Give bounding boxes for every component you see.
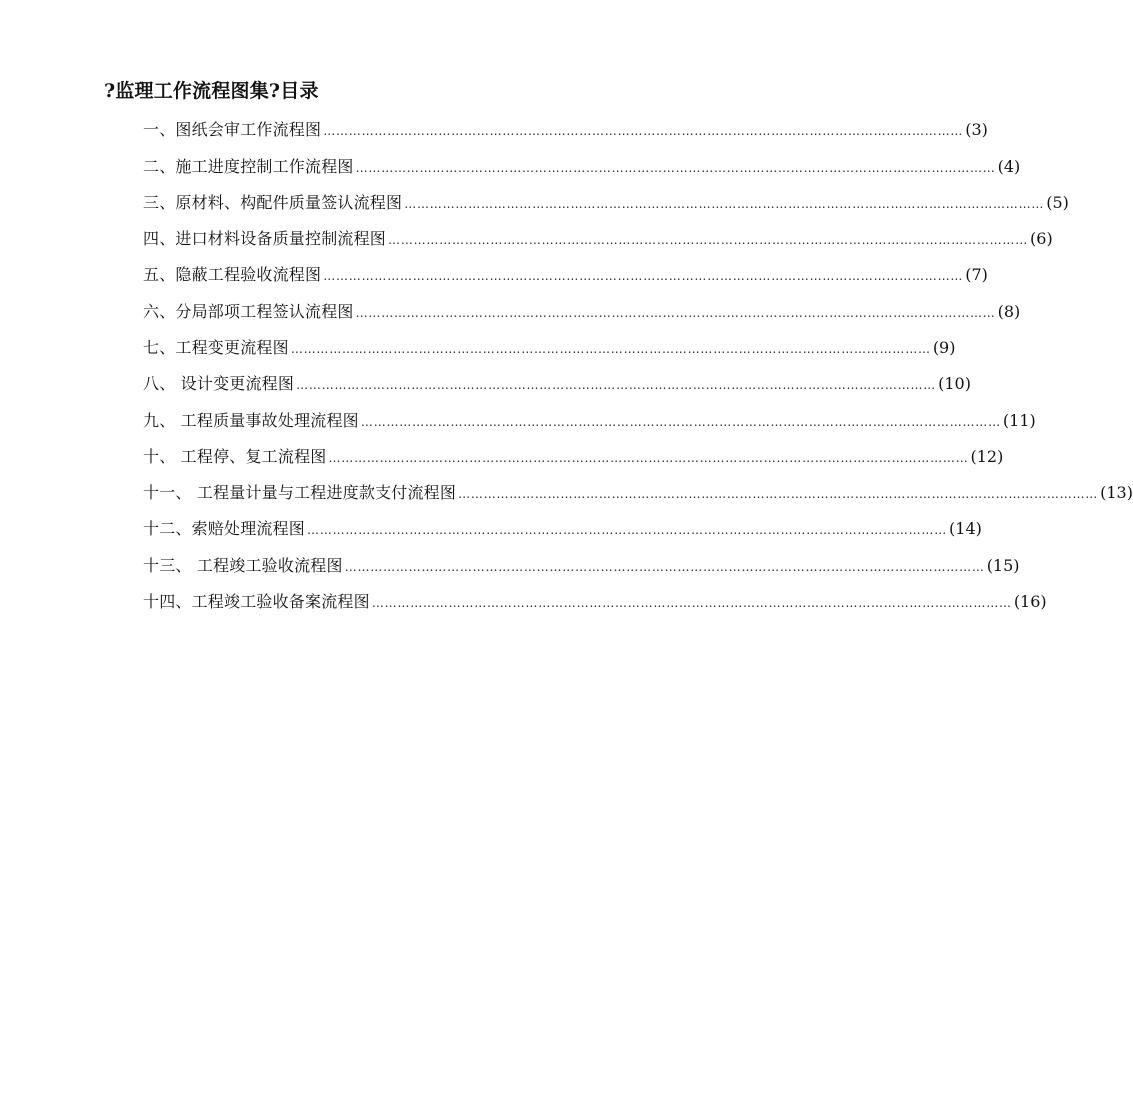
toc-page-number: (10) bbox=[938, 374, 971, 393]
toc-entry-label: 一、图纸会审工作流程图 bbox=[143, 120, 322, 139]
toc-entry-1[interactable] bbox=[143, 118, 988, 142]
toc-entry-label: 五、隐蔽工程验收流程图 bbox=[143, 265, 322, 284]
dot-leader: …………………………………………………………………………………………………………………………………… bbox=[388, 233, 1029, 247]
toc-entry-label: 十三、 工程竣工验收流程图 bbox=[143, 556, 343, 575]
dot-leader: …………………………………………………………………………………………………………………………………… bbox=[355, 161, 996, 175]
document-title: ?监理工作流程图集?目录 bbox=[104, 80, 319, 102]
dot-leader: …………………………………………………………………………………………………………………………………… bbox=[296, 378, 937, 392]
toc-entry-4[interactable] bbox=[143, 227, 1053, 251]
toc-entry-6[interactable] bbox=[143, 300, 1021, 324]
toc-entry-2[interactable] bbox=[143, 155, 1021, 179]
dot-leader: …………………………………………………………………………………………………………………………………… bbox=[360, 415, 1001, 429]
toc-page-number: (8) bbox=[997, 302, 1021, 321]
dot-leader: …………………………………………………………………………………………………………………………………… bbox=[307, 523, 948, 537]
toc-entry-9[interactable] bbox=[143, 409, 1036, 433]
toc-entry-label: 四、进口材料设备质量控制流程图 bbox=[143, 229, 387, 248]
toc-page-number: (14) bbox=[949, 519, 982, 538]
toc-entry-label: 六、分局部项工程签认流程图 bbox=[143, 302, 354, 321]
toc-entry-7[interactable] bbox=[143, 336, 956, 360]
dot-leader: …………………………………………………………………………………………………………………………………… bbox=[355, 306, 996, 320]
toc-entry-label: 十二、索赔处理流程图 bbox=[143, 519, 306, 538]
dot-leader: …………………………………………………………………………………………………………………………………… bbox=[404, 197, 1045, 211]
toc-page-number: (5) bbox=[1046, 193, 1069, 212]
dot-leader: …………………………………………………………………………………………………………………………………… bbox=[344, 560, 985, 574]
toc-entry-label: 三、原材料、构配件质量签认流程图 bbox=[143, 193, 403, 212]
toc-page-number: (9) bbox=[932, 338, 956, 357]
toc-entry-label: 十四、工程竣工验收备案流程图 bbox=[143, 592, 370, 611]
toc-entry-13[interactable] bbox=[143, 554, 1020, 578]
toc-page-number: (13) bbox=[1100, 483, 1133, 502]
toc-entry-12[interactable] bbox=[143, 517, 982, 541]
dot-leader: …………………………………………………………………………………………………………………………………… bbox=[323, 124, 964, 138]
toc-page-number: (7) bbox=[965, 265, 988, 284]
toc-entry-label: 七、工程变更流程图 bbox=[143, 338, 289, 357]
toc-page-number: (3) bbox=[965, 120, 988, 139]
toc-entry-5[interactable] bbox=[143, 263, 988, 287]
toc-page-number: (12) bbox=[970, 447, 1004, 466]
dot-leader: …………………………………………………………………………………………………………………………………… bbox=[290, 342, 931, 356]
toc-entry-3[interactable] bbox=[143, 191, 1069, 215]
toc-entry-11[interactable] bbox=[143, 481, 1133, 505]
dot-leader: …………………………………………………………………………………………………………………………………… bbox=[328, 451, 969, 465]
toc-entry-14[interactable] bbox=[143, 590, 1047, 614]
dot-leader: …………………………………………………………………………………………………………………………………… bbox=[323, 269, 964, 283]
dot-leader: …………………………………………………………………………………………………………………………………… bbox=[371, 596, 1012, 610]
dot-leader: …………………………………………………………………………………………………………………………………… bbox=[458, 487, 1099, 501]
toc-page-number: (6) bbox=[1030, 229, 1053, 248]
toc-entry-label: 二、施工进度控制工作流程图 bbox=[143, 157, 354, 176]
toc-entry-label: 十、 工程停、复工流程图 bbox=[143, 447, 327, 466]
toc-entry-label: 九、 工程质量事故处理流程图 bbox=[143, 411, 359, 430]
toc-entry-label: 八、 设计变更流程图 bbox=[143, 374, 295, 393]
toc-entry-8[interactable] bbox=[143, 372, 971, 396]
toc-page-number: (16) bbox=[1013, 592, 1047, 611]
toc-page-number: (4) bbox=[997, 157, 1021, 176]
toc-page-number: (15) bbox=[986, 556, 1020, 575]
toc-entry-10[interactable] bbox=[143, 445, 1004, 469]
toc-entry-label: 十一、 工程量计量与工程进度款支付流程图 bbox=[143, 483, 457, 502]
toc-page-number: (11) bbox=[1002, 411, 1036, 430]
